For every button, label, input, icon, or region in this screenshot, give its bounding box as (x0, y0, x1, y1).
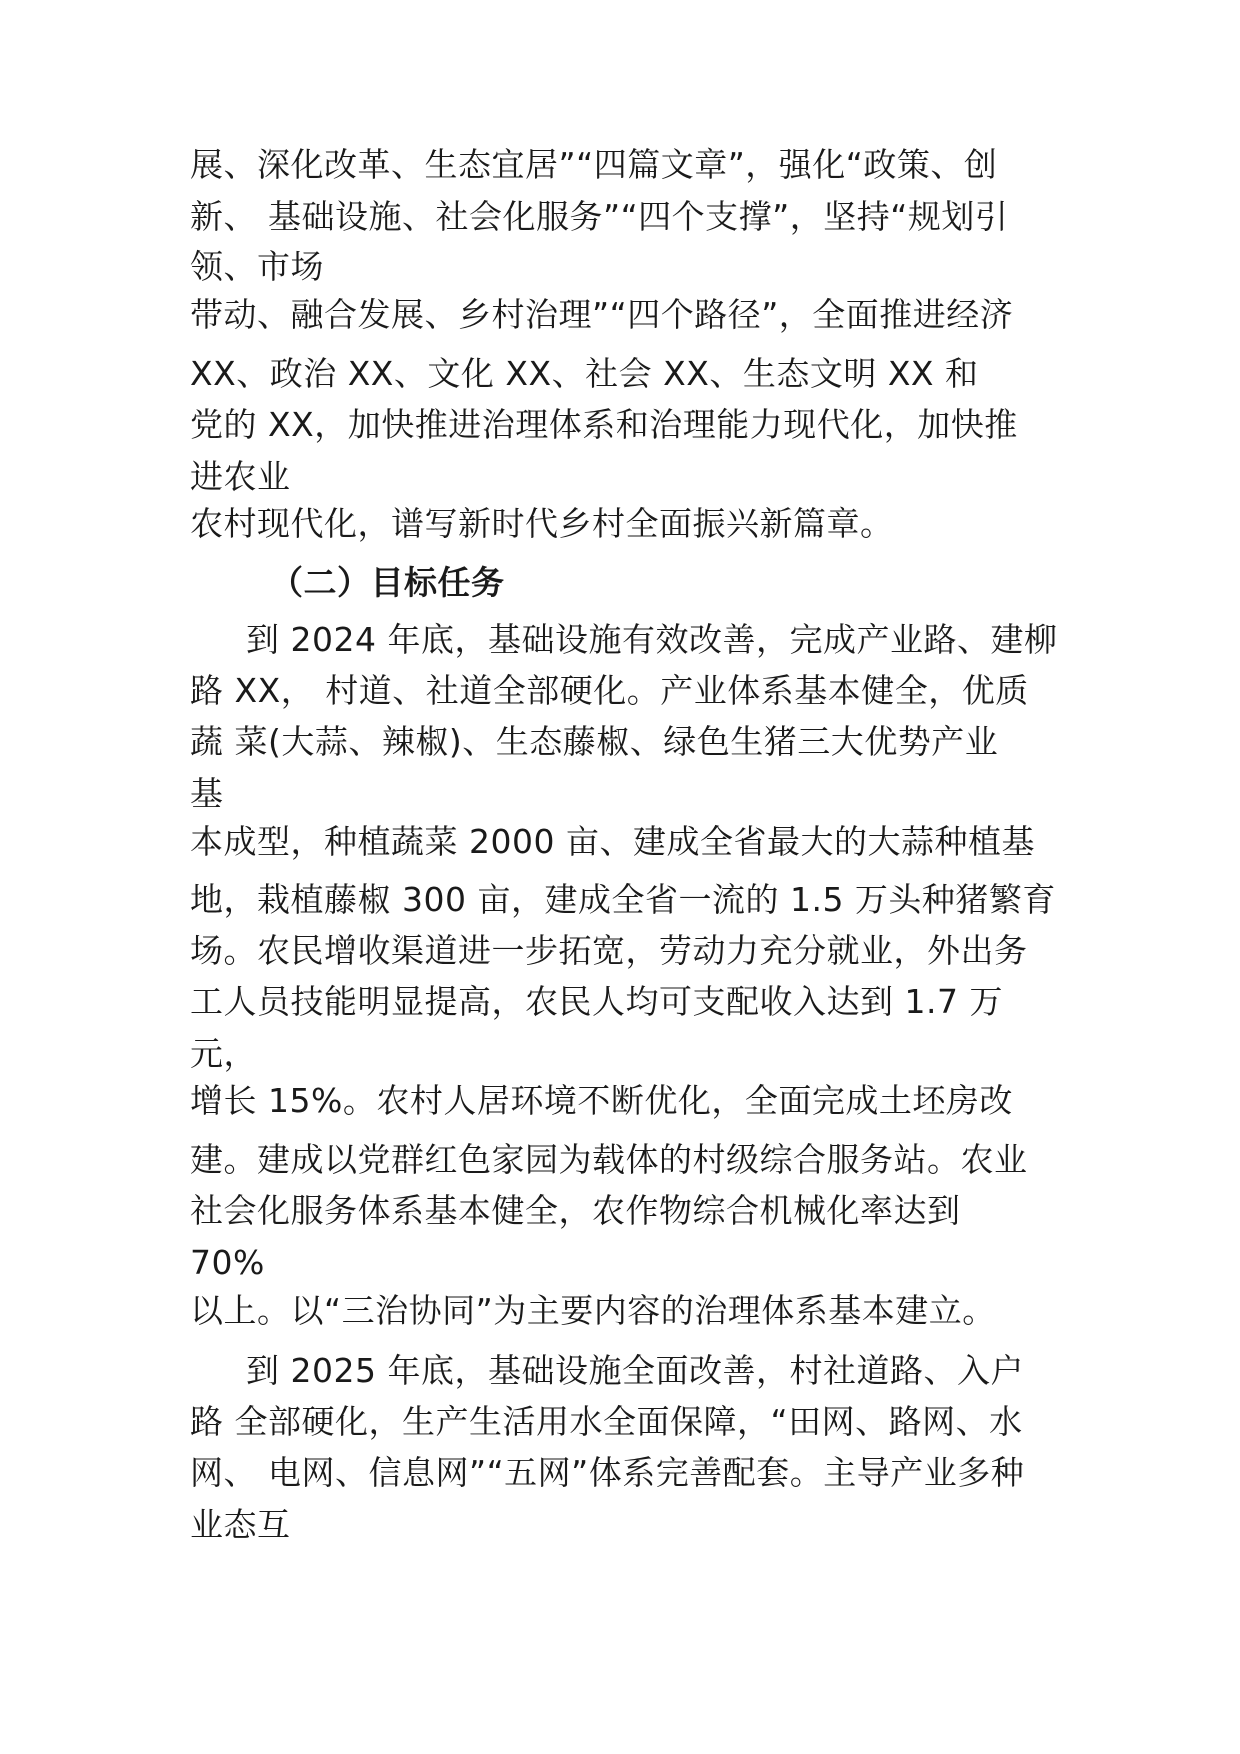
text-line: 地，栽植藤椒 300 亩，建成全省一流的 1.5 万头种猪繁育 (190, 880, 1056, 919)
text-line: 新、 基础设施、社会化服务”“四个支撑”，坚持“规划引 (190, 197, 1009, 236)
section-heading: （二）目标任务 (270, 563, 505, 602)
text-line: XX、政治 XX、文化 XX、社会 XX、生态文明 XX 和 (190, 354, 979, 393)
text-line: 建。建成以党群红色家园为载体的村级综合服务站。农业 (190, 1140, 1028, 1179)
text-line: 元， (190, 1034, 257, 1073)
text-line: 带动、融合发展、乡村治理”“四个路径”，全面推进经济 (190, 295, 1014, 334)
text-line: 以上。以“三治协同”为主要内容的治理体系基本建立。 (190, 1291, 996, 1330)
text-line: 进农业 (190, 457, 291, 496)
text-line: 社会化服务体系基本健全，农作物综合机械化率达到 (190, 1191, 961, 1230)
text-line: 农村现代化，谱写新时代乡村全面振兴新篇章。 (190, 504, 894, 543)
text-line: 蔬 菜(大蒜、辣椒)、生态藤椒、绿色生猪三大优势产业 (190, 722, 999, 761)
text-line: 路 全部硬化，生产生活用水全面保障，“田网、路网、水 (190, 1402, 1023, 1441)
text-line: 路 XX， 村道、社道全部硬化。产业体系基本健全，优质 (190, 671, 1029, 710)
text-line: 党的 XX，加快推进治理体系和治理能力现代化，加快推 (190, 405, 1018, 444)
text-line: 本成型，种植蔬菜 2000 亩、建成全省最大的大蒜种植基 (190, 822, 1035, 861)
paragraph-first-line: 到 2025 年底，基础设施全面改善，村社道路、入户 (246, 1351, 1024, 1390)
paragraph-first-line: 到 2024 年底，基础设施有效改善，完成产业路、建柳 (246, 620, 1058, 659)
text-line: 网、 电网、信息网”“五网”体系完善配套。主导产业多种 (190, 1453, 1025, 1492)
text-line: 场。农民增收渠道进一步拓宽，劳动力充分就业，外出务 (190, 931, 1028, 970)
text-line: 增长 15%。农村人居环境不断优化，全面完成土坯房改 (190, 1081, 1013, 1120)
text-line: 展、深化改革、生态宜居”“四篇文章”，强化“政策、创 (190, 145, 998, 184)
text-line: 业态互 (190, 1505, 291, 1544)
text-line: 基 (190, 774, 224, 813)
text-line: 工人员技能明显提高，农民人均可支配收入达到 1.7 万 (190, 982, 1003, 1021)
text-line: 70% (190, 1243, 265, 1282)
text-line: 领、市场 (190, 247, 324, 286)
